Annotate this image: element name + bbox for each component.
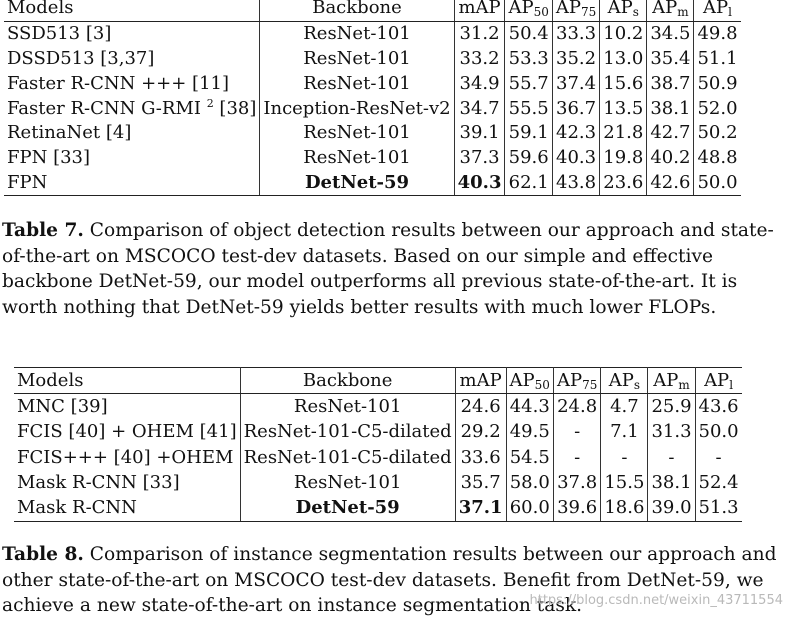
header-map: mAP <box>455 368 506 394</box>
header-models: Models <box>14 368 240 394</box>
cell-apl: 51.3 <box>695 495 742 521</box>
header-aps: $AP_s$ <box>600 0 647 21</box>
cell-map: 34.9 <box>454 71 505 96</box>
cell-map: 37.3 <box>454 146 505 171</box>
header-ap75: $AP_{75}$ <box>552 0 599 21</box>
header-aps: $AP_s$ <box>601 368 648 394</box>
cell-map: 39.1 <box>454 121 505 146</box>
cell-aps: 7.1 <box>601 420 648 445</box>
cell-ap75: - <box>553 445 600 470</box>
header-apm: $AP_m$ <box>647 0 694 21</box>
cell-model: FPN <box>4 171 260 196</box>
cell-model: Mask R-CNN <box>14 495 240 521</box>
cell-model: SSD513 [3] <box>4 21 260 46</box>
cell-apm: 39.0 <box>648 495 695 521</box>
header-apl: $AP_l$ <box>695 368 742 394</box>
cell-apl: 50.9 <box>697 72 738 94</box>
cell-backbone: ResNet-101 <box>260 47 454 72</box>
table-row <box>4 96 741 121</box>
cell-model: Faster R-CNN +++ [11] <box>4 71 260 96</box>
cell-apl: 52.4 <box>698 471 739 493</box>
cell-map: 29.2 <box>455 420 506 445</box>
table-row <box>14 470 742 495</box>
header-apm: $AP_m$ <box>648 368 695 394</box>
table-8 <box>14 367 742 522</box>
cell-aps: - <box>601 445 648 470</box>
header-map: mAP <box>454 0 505 21</box>
cell-apm: 35.4 <box>647 47 694 72</box>
cell-apl: 52.0 <box>697 97 738 119</box>
cell-ap75: 37.4 <box>552 71 599 96</box>
cell-ap50: 58.0 <box>506 470 553 495</box>
header-backbone: Backbone <box>260 0 454 21</box>
cell-ap75: 36.7 <box>552 96 599 121</box>
cell-ap75: 24.8 <box>553 394 600 420</box>
cell-model: Faster R-CNN G-RMI $^2$ [38] <box>4 96 260 121</box>
cell-model: Mask R-CNN [33] <box>14 470 240 495</box>
cell-map: 31.2 <box>454 21 505 46</box>
cell-ap75: 40.3 <box>552 146 599 171</box>
cell-aps: 4.7 <box>601 394 648 420</box>
caption-label: Table 8. <box>2 544 84 565</box>
cell-aps: 13.5 <box>600 96 647 121</box>
cell-apl: 49.8 <box>697 23 738 45</box>
cell-apl: 50.2 <box>697 122 738 144</box>
cell-model: FCIS+++ [40] +OHEM <box>14 445 240 470</box>
table-row <box>4 171 741 196</box>
cell-model: FCIS [40] + OHEM [41] <box>14 420 240 445</box>
cell-backbone: ResNet-101 <box>260 21 454 46</box>
cell-apm: 38.7 <box>647 71 694 96</box>
cell-ap50: 54.5 <box>506 445 553 470</box>
cell-apl: 50.0 <box>698 421 739 443</box>
cell-map: 24.6 <box>455 394 506 420</box>
header-ap50: $AP_{50}$ <box>505 0 552 21</box>
table-row <box>14 495 742 521</box>
cell-aps: 19.8 <box>600 146 647 171</box>
table-7-caption <box>2 218 794 320</box>
cell-ap50: 55.7 <box>505 71 552 96</box>
table-row <box>4 146 741 171</box>
cell-apm: 25.9 <box>648 394 695 420</box>
cell-apl: 51.1 <box>697 47 738 69</box>
table-row <box>4 21 741 46</box>
watermark: https://blog.csdn.net/weixin_43711554 <box>529 593 783 608</box>
cell-model: RetinaNet [4] <box>4 121 260 146</box>
table-row <box>14 420 742 445</box>
cell-backbone: ResNet-101 <box>260 121 454 146</box>
cell-ap50: 53.3 <box>505 47 552 72</box>
cell-model: FPN [33] <box>4 146 260 171</box>
cell-apl: 48.8 <box>697 147 738 169</box>
cell-map: 37.1 <box>455 495 506 521</box>
cell-model: MNC [39] <box>14 394 240 420</box>
cell-ap50: 59.6 <box>505 146 552 171</box>
cell-ap75: 43.8 <box>552 171 599 196</box>
cell-ap50: 59.1 <box>505 121 552 146</box>
caption-label: Table 7. <box>2 220 84 241</box>
cell-backbone: Inception-ResNet-v2 <box>260 96 454 121</box>
cell-apm: 42.7 <box>647 121 694 146</box>
cell-apm: 38.1 <box>648 470 695 495</box>
header-ap50: $AP_{50}$ <box>506 368 553 394</box>
cell-backbone: ResNet-101 <box>260 71 454 96</box>
cell-ap75: 37.8 <box>553 470 600 495</box>
cell-ap50: 50.4 <box>505 21 552 46</box>
cell-map: 35.7 <box>455 470 506 495</box>
cell-backbone: DetNet-59 <box>260 171 454 196</box>
cell-ap75: - <box>553 420 600 445</box>
table-row <box>4 47 741 72</box>
cell-aps: 15.6 <box>600 71 647 96</box>
caption-text: Comparison of instance segmentation results between our approach and other state-of-the-art on MSCOCO test-dev datasets. Benefit from DetNet-59, we achieve a new state-of-the-art on instance segmentation task. <box>2 544 777 617</box>
table-row <box>4 121 741 146</box>
cell-ap50: 49.5 <box>506 420 553 445</box>
cell-aps: 10.2 <box>600 21 647 46</box>
caption-text: Comparison of object detection results between our approach and state-of-the-art on MSCOCO test-dev datasets. Based on our simple and effective backbone DetNet-59, our model outperforms all previous state-of-the-art. It is worth nothing that DetNet-59 yields better results with much lower FLOPs. <box>2 220 774 318</box>
cell-ap50: 60.0 <box>506 495 553 521</box>
header-backbone: Backbone <box>240 368 455 394</box>
table-header-row <box>4 0 741 21</box>
cell-apm: 34.5 <box>647 21 694 46</box>
cell-ap50: 62.1 <box>505 171 552 196</box>
cell-map: 33.6 <box>455 445 506 470</box>
cell-aps: 18.6 <box>601 495 648 521</box>
table-row <box>14 445 742 470</box>
cell-backbone: ResNet-101 <box>240 394 455 420</box>
cell-ap75: 35.2 <box>552 47 599 72</box>
cell-map: 33.2 <box>454 47 505 72</box>
cell-aps: 13.0 <box>600 47 647 72</box>
cell-backbone: ResNet-101 <box>260 146 454 171</box>
cell-map: 34.7 <box>454 96 505 121</box>
cell-ap50: 44.3 <box>506 394 553 420</box>
cell-aps: 23.6 <box>600 171 647 196</box>
cell-apl: 50.0 <box>694 171 741 196</box>
cell-backbone: ResNet-101 <box>240 470 455 495</box>
table-row <box>4 71 741 96</box>
cell-apm: - <box>648 445 695 470</box>
cell-map: 40.3 <box>454 171 505 196</box>
header-apl: $AP_l$ <box>694 0 741 21</box>
cell-apm: 31.3 <box>648 420 695 445</box>
cell-aps: 15.5 <box>601 470 648 495</box>
cell-backbone: ResNet-101-C5-dilated <box>240 420 455 445</box>
cell-apm: 40.2 <box>647 146 694 171</box>
cell-backbone: ResNet-101-C5-dilated <box>240 445 455 470</box>
cell-apl: - <box>715 446 722 468</box>
cell-apm: 42.6 <box>647 171 694 196</box>
header-ap75: $AP_{75}$ <box>553 368 600 394</box>
cell-aps: 21.8 <box>600 121 647 146</box>
cell-ap75: 39.6 <box>553 495 600 521</box>
cell-backbone: DetNet-59 <box>240 495 455 521</box>
cell-apm: 38.1 <box>647 96 694 121</box>
header-models: Models <box>4 0 260 21</box>
table-row <box>14 394 742 420</box>
table-7 <box>4 0 741 196</box>
cell-ap75: 33.3 <box>552 21 599 46</box>
table-header-row <box>14 368 742 394</box>
cell-ap75: 42.3 <box>552 121 599 146</box>
cell-model: DSSD513 [3,37] <box>4 47 260 72</box>
cell-apl: 43.6 <box>698 395 739 417</box>
cell-ap50: 55.5 <box>505 96 552 121</box>
